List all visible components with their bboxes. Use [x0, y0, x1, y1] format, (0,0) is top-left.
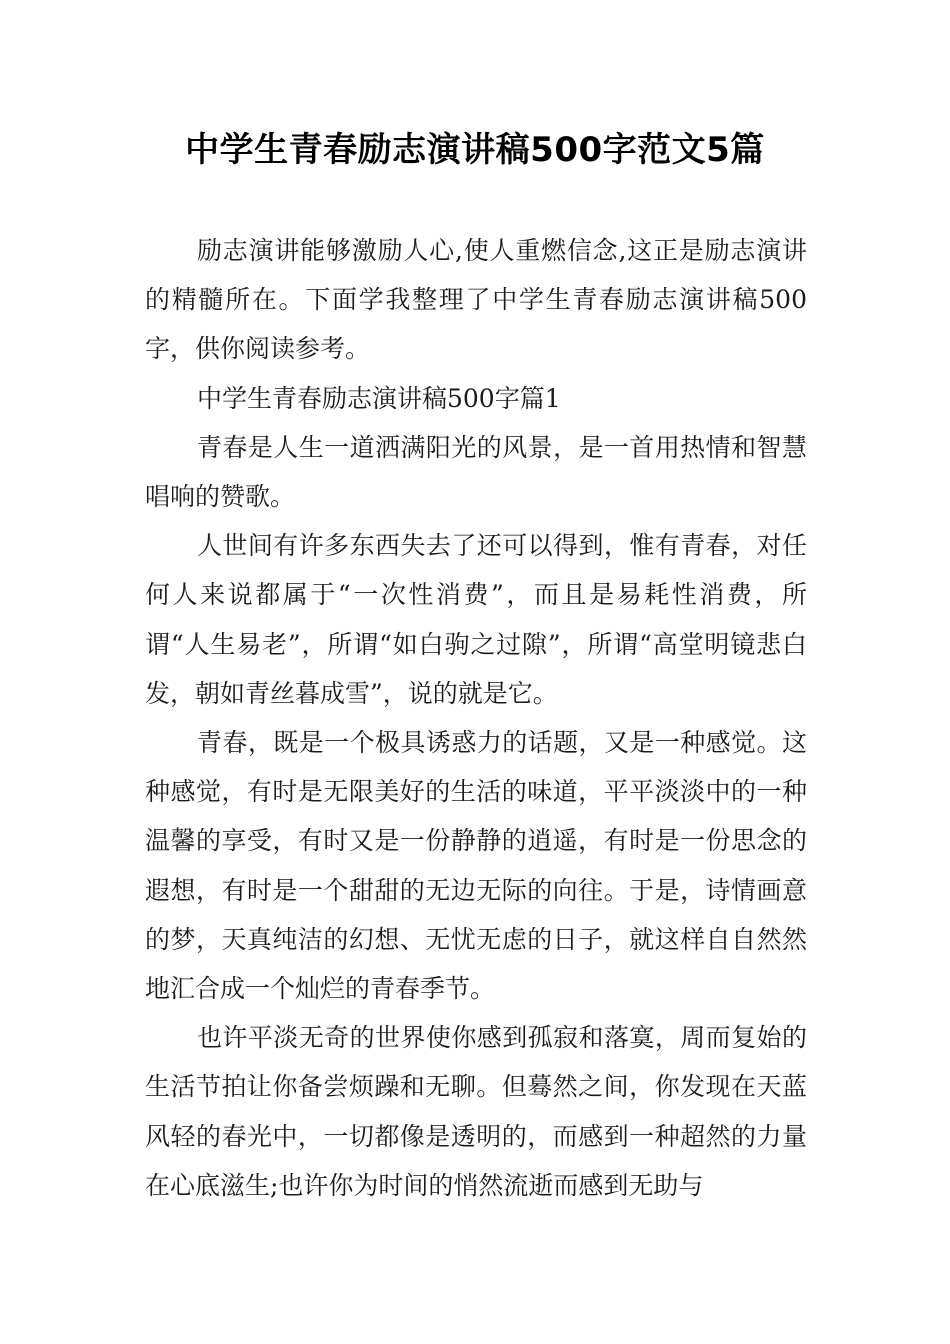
document-body — [145, 226, 807, 1210]
paragraph: 青春，既是一个极具诱惑力的话题，又是一种感觉。这种感觉，有时是无限美好的生活的味道，平平淡淡中的一种温馨的享受，有时又是一份静静的逍遥，有时是一份思念的遐想，有时是一个甜甜的无边无际的向往。于是，诗情画意的梦，天真纯洁的幻想、无忧无虑的日子，就这样自自然然地汇合成一个灿烂的青春季节。 — [145, 728, 807, 1004]
paragraph: 也许平淡无奇的世界使你感到孤寂和落寞，周而复始的生活节拍让你备尝烦躁和无聊。但蓦然之间，你发现在天蓝风轻的春光中，一切都像是透明的，而感到一种超然的力量在心底滋生;也许你为时间的悄然流逝而感到无助与 — [145, 1023, 807, 1200]
section-heading: 中学生青春励志演讲稿500字篇1 — [197, 383, 561, 413]
paragraph-intro: 励志演讲能够激励人心,使人重燃信念,这正是励志演讲的精髓所在。下面学我整理了中学生青春励志演讲稿500字，供你阅读参考。 — [145, 236, 807, 364]
paragraph: 青春是人生一道洒满阳光的风景，是一首用热情和智慧唱响的赞歌。 — [145, 432, 807, 512]
paragraph: 人世间有许多东西失去了还可以得到，惟有青春，对任何人来说都属于“一次性消费”，而且是易耗性消费，所谓“人生易老”，所谓“如白驹之过隙”，所谓“高堂明镜悲白发，朝如青丝暮成雪”，说的就是它。 — [145, 531, 807, 708]
document-title: 中学生青春励志演讲稿500字范文5篇 — [185, 130, 765, 170]
